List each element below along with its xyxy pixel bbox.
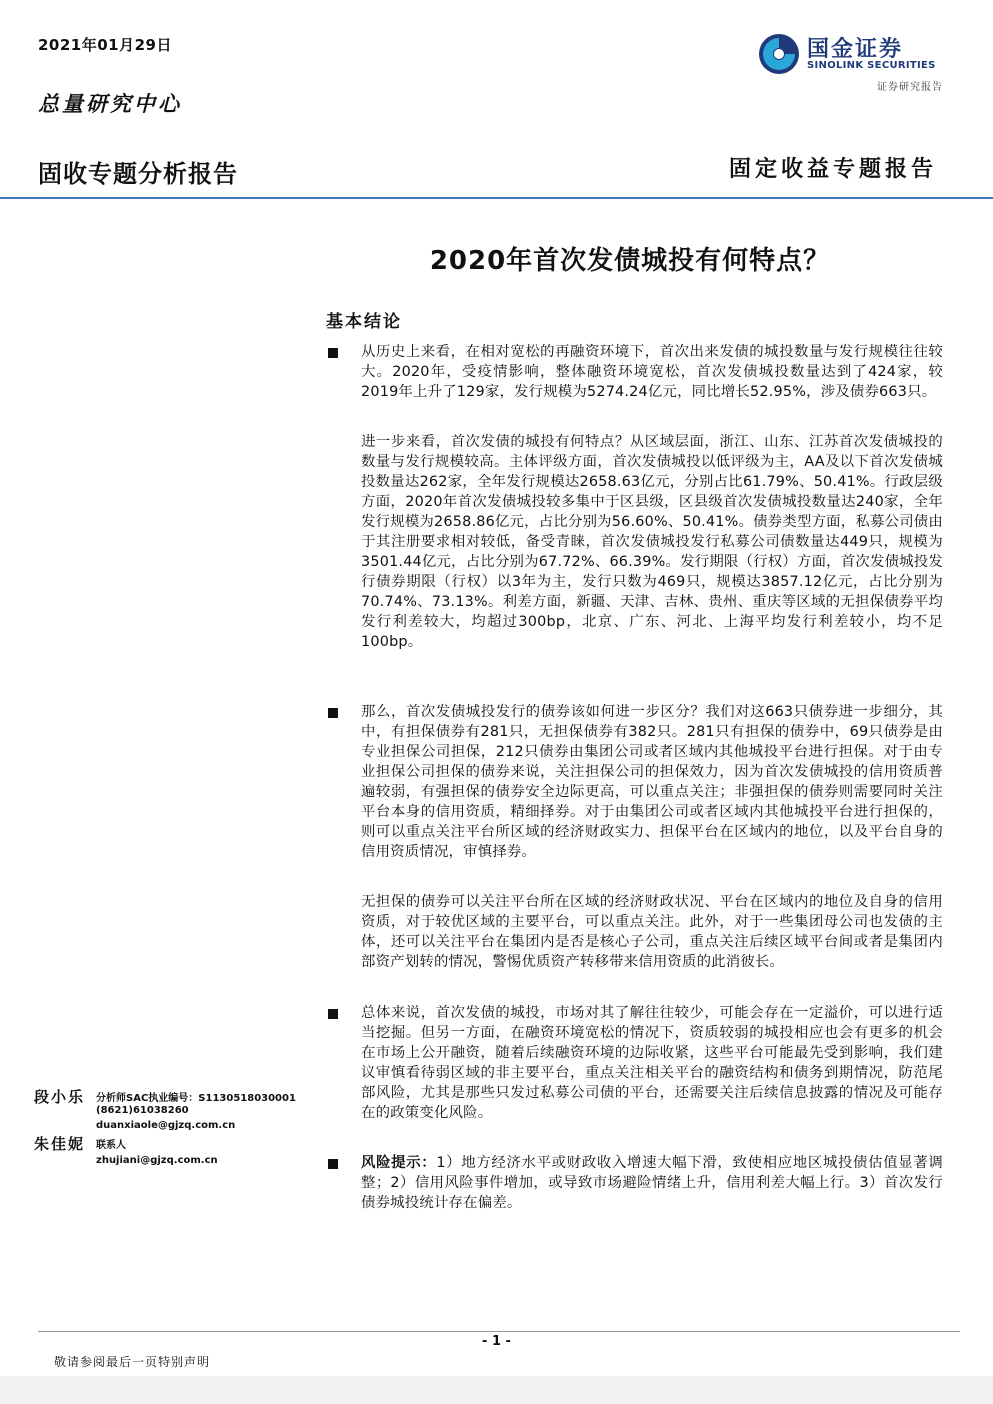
- paragraph-1: 从历史上来看，在相对宽松的再融资环境下，首次出来发债的城投数量与发行规模往往较大。2020年，受疫情影响，整体融资环境宽松，首次发债城投数量达到了424家，较2019年上升了129家，发行规模为5274.24亿元，同比增长52.95%，涉及债券663只。: [361, 344, 943, 400]
- header-divider: [0, 197, 993, 199]
- author-email[interactable]: zhujiani@gjzq.com.cn: [96, 1155, 218, 1166]
- page-number: - 1 -: [482, 1334, 511, 1349]
- report-category: 证券研究报告: [877, 82, 943, 93]
- paragraph-3: 那么，首次发债城投发行的债券该如何进一步区分？我们对这663只债券进一步细分，其中，有担保债券有281只，无担保债券有382只。281只有担保的债券中，69只债券是由专业担保公司担保，212只债券由集团公司或者区域内其他城投平台进行担保。对于由专业担保公司担保的债券来说，关注担保公司的担保效力，因为首次发债城投的信用资质普遍较弱，有强担保的债券安全边际更高，可以重点关注；非强担保的债券则需要同时关注平台本身的信用资质，精细择券。对于由集团公司或者区域内其他城投平台进行担保的，则可以重点关注平台所区域的经济财政实力、担保平台在区域内的地位，以及平台自身的信用资质情况，审慎择券。: [361, 704, 943, 860]
- author-email[interactable]: duanxiaole@gjzq.com.cn: [96, 1120, 236, 1131]
- paragraph-5: 总体来说，首次发债的城投，市场对其了解往往较少，可能会存在一定溢价，可以进行适当挖掘。但另一方面，在融资环境宽松的情况下，资质较弱的城投相应也会有更多的机会在市场上公开融资，随着后续融资环境的边际收紧，这些平台可能最先受到影响，我们建议审慎看待弱区域的非主要平台，重点关注相关平台的融资结构和债务到期情况，防范尾部风险，尤其是那些只发过私募公司债的平台，还需要关注后续信息披露的情况及可能存在的政策变化风险。: [361, 1005, 943, 1121]
- bottom-band: [0, 1376, 993, 1404]
- section-heading: 基本结论: [326, 312, 402, 332]
- author-name: 段小乐: [34, 1088, 86, 1106]
- report-title: 2020年首次发债城投有何特点？: [429, 246, 831, 276]
- report-type-right: 固定收益专题报告: [728, 156, 937, 182]
- author-role: 分析师SAC执业编号：S1130518030001: [96, 1093, 296, 1104]
- paragraph-4: 无担保的债券可以关注平台所在区域的经济财政状况、平台在区域内的地位及自身的信用资质，对于较优区域的主要平台，可以重点关注。此外，对于一些集团母公司也发债的主体，还可以关注平台在集团内是否是核心子公司，重点关注后续区域平台间或者是集团内部资产划转的情况，警惕优质资产转移带来信用资质的此消彼长。: [361, 894, 943, 970]
- risk-paragraph: [361, 1153, 943, 1213]
- research-center: 总量研究中心: [38, 91, 182, 116]
- risk-lead: 风险提示：: [361, 1155, 437, 1171]
- footer-divider: [38, 1331, 960, 1332]
- author-name: 朱佳妮: [34, 1135, 86, 1153]
- disclaimer-note: 敬请参阅最后一页特别声明: [54, 1355, 211, 1369]
- bullet-icon: [328, 348, 338, 358]
- risk-text: 1）地方经济水平或财政收入增速大幅下滑，致使相应地区城投债估值显著调整；2）信用风险事件增加，或导致市场避险情绪上升，信用利差大幅上行。3）首次发行债券城投统计存在偏差。: [361, 1155, 943, 1211]
- logo-en-text: SINOLINK SECURITIES: [807, 60, 936, 71]
- bullet-icon: [328, 708, 338, 718]
- company-logo: [757, 30, 947, 78]
- author-phone: (8621)61038260: [96, 1105, 189, 1116]
- report-type-left: 固收专题分析报告: [38, 160, 238, 188]
- logo-cn-text: 国金证券: [807, 37, 904, 62]
- paragraph-2: 进一步来看，首次发债的城投有何特点？从区域层面，浙江、山东、江苏首次发债城投的数量与发行规模较高。主体评级方面，首次发债城投以低评级为主，AA及以下首次发债城投数量达262家，全年发行规模达2658.63亿元，分别占比61.79%、50.41%。行政层级方面，2020年首次发债城投较多集中于区县级，区县级首次发债城投数量达240家，全年发行规模为2658.86亿元，占比分别为56.60%、50.41%。债券类型方面，私募公司债由于其注册要求相对较低，备受青睐，首次发债城投发行私募公司债数量达449只，规模为3501.44亿元，占比分别为67.72%、66.39%。发行期限（行权）方面，首次发债城投发行债券期限（行权）以3年为主，发行只数为469只，规模达3857.12亿元，占比分别为70.74%、73.13%。利差方面，新疆、天津、吉林、贵州、重庆等区域的无担保债券平均发行利差较大，均超过300bp，北京、广东、河北、上海平均发行利差较小，均不足100bp。: [361, 434, 943, 650]
- bullet-icon: [328, 1159, 338, 1169]
- bullet-icon: [328, 1009, 338, 1019]
- report-date: 2021年01月29日: [38, 36, 172, 54]
- author-role: 联系人: [96, 1140, 126, 1151]
- logo-mark-icon: [757, 32, 801, 76]
